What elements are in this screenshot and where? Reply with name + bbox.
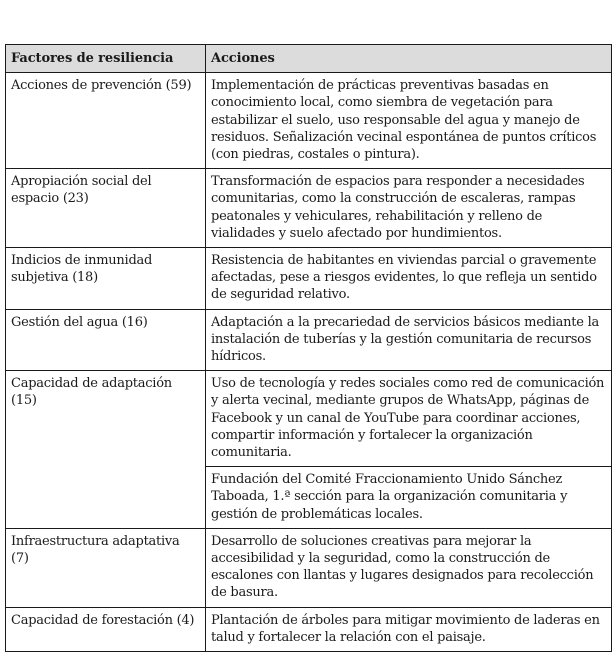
factor-cell: Capacidad de adaptación (15) xyxy=(6,371,206,529)
table-row xyxy=(6,309,612,371)
factor-cell: Capacidad de forestación (4) xyxy=(6,607,206,651)
resilience-factors-table xyxy=(5,44,612,652)
table-row xyxy=(6,73,612,169)
factor-cell: Infraestructura adaptativa (7) xyxy=(6,528,206,607)
table-row xyxy=(6,169,612,248)
table-header-row xyxy=(6,45,612,73)
factor-cell: Indicios de inmunidad subjetiva (18) xyxy=(6,248,206,310)
factor-cell: Gestión del agua (16) xyxy=(6,309,206,371)
action-cell: Implementación de prácticas preventivas basadas en conocimiento local, como siembra de vegetación para estabilizar el suelo, uso responsable del agua y manejo de residuos. Señalización vecinal espontánea de puntos críticos (con piedras, costales o pintura). xyxy=(206,73,612,169)
table-row xyxy=(6,607,612,651)
action-cell: Adaptación a la precariedad de servicios básicos mediante la instalación de tuberías y la gestión comunitaria de recursos hídricos. xyxy=(206,309,612,371)
action-cell: Plantación de árboles para mitigar movimiento de laderas en talud y fortalecer la relación con el paisaje. xyxy=(206,607,612,651)
table-row xyxy=(6,248,612,310)
action-cell: Uso de tecnología y redes sociales como red de comunicación y alerta vecinal, mediante grupos de WhatsApp, páginas de Facebook y un canal de YouTube para coordinar acciones, compartir información y fortalecer la organización comunitaria. xyxy=(206,371,612,467)
factor-cell: Acciones de prevención (59) xyxy=(6,73,206,169)
action-cell: Fundación del Comité Fraccionamiento Unido Sánchez Taboada, 1.ª sección para la organización comunitaria y gestión de problemáticas locales. xyxy=(206,467,612,529)
header-actions: Acciones xyxy=(206,45,612,73)
action-cell: Transformación de espacios para responder a necesidades comunitarias, como la construcción de escaleras, rampas peatonales y vehiculares, rehabilitación y relleno de vialidades y suelo afectado por hundimientos. xyxy=(206,169,612,248)
header-factors: Factores de resiliencia xyxy=(6,45,206,73)
factor-cell: Apropiación social del espacio (23) xyxy=(6,169,206,248)
table-row xyxy=(6,528,612,607)
action-cell: Resistencia de habitantes en viviendas parcial o gravemente afectadas, pese a riesgos evidentes, lo que refleja un sentido de seguridad relativo. xyxy=(206,248,612,310)
table-row xyxy=(6,371,612,467)
action-cell: Desarrollo de soluciones creativas para mejorar la accesibilidad y la seguridad, como la construcción de escalones con llantas y lugares designados para recolección de basura. xyxy=(206,528,612,607)
